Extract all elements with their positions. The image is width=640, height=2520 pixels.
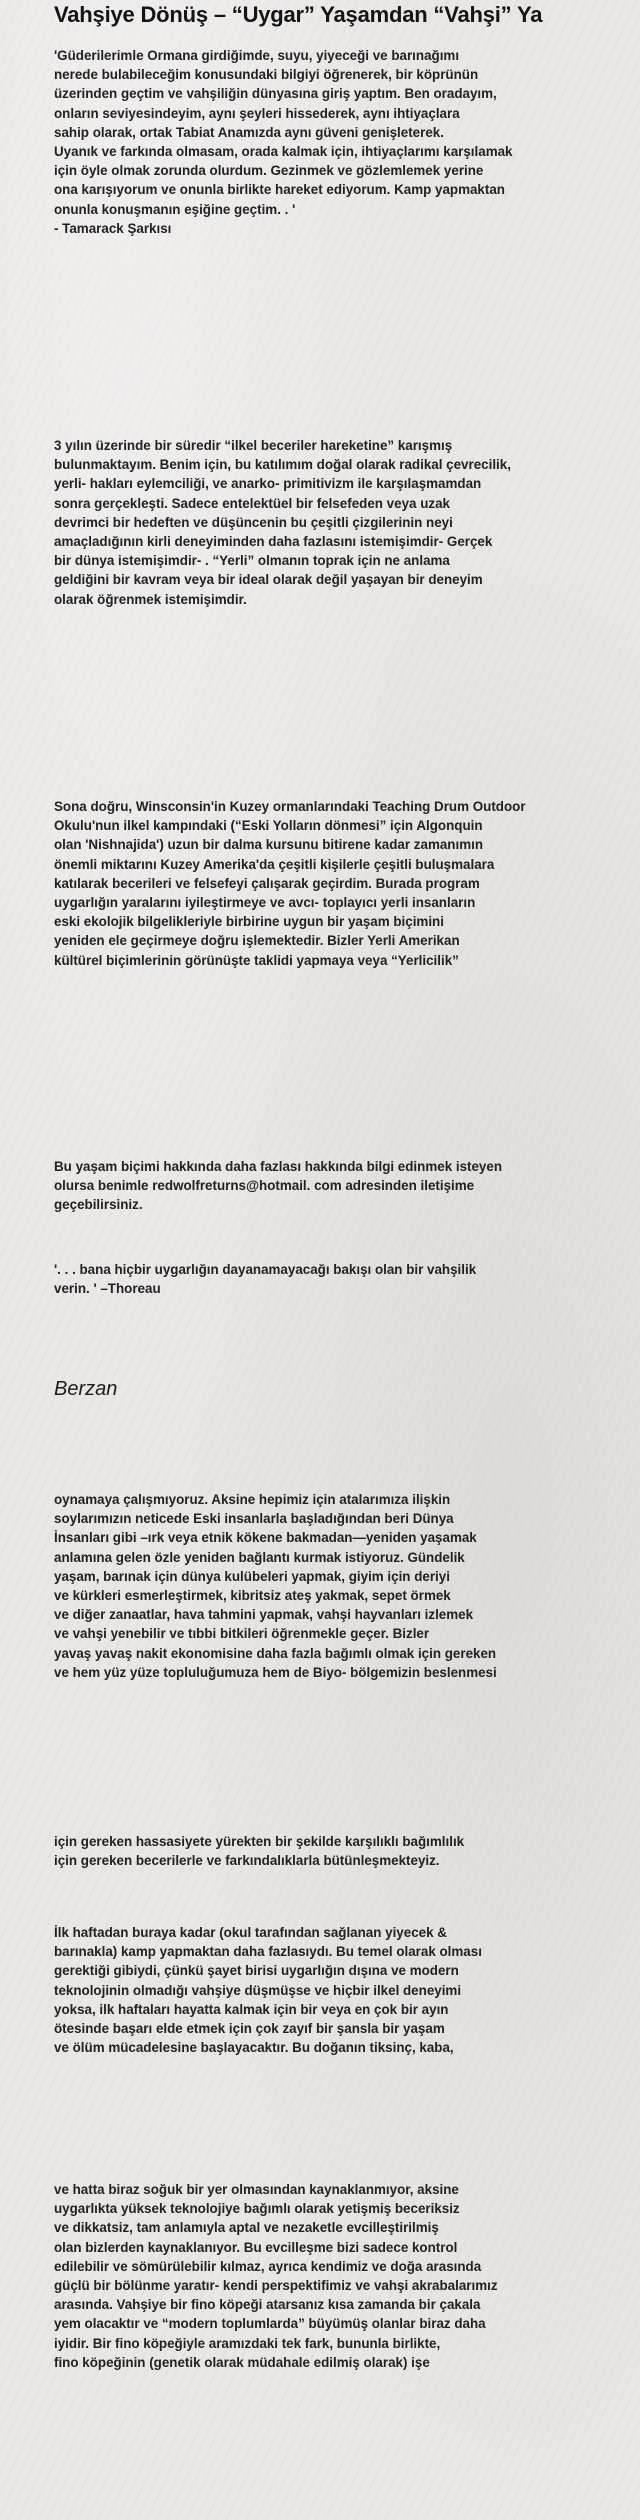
intro-quote	[54, 46, 634, 238]
text-line: ve kürkleri esmerleştirmek, kibritsiz ateş yakmak, sepet örmek	[54, 1588, 451, 1604]
text-line: bir dünya istemişimdir- . “Yerli” olmanın toprak için ne anlama	[54, 553, 450, 569]
text-line: olan 'Nishnajida') uzun bir dalma kursunu bitirene kadar zamanımın	[54, 837, 483, 853]
paragraph-contact	[54, 1157, 634, 1215]
text-line: ve diğer zanaatlar, hava tahmini yapmak, vahşi hayvanları izlemek	[54, 1607, 474, 1623]
text-line: ve dikkatsiz, tam anlamıyla aptal ve nezaketle evcilleştirilmiş	[54, 2220, 439, 2236]
text-line: olan bizlerden kaynaklanıyor. Bu evcilleşme bizi sadece kontrol	[54, 2239, 458, 2255]
text-line: Okulu'nun ilkel kampındaki (“Eski Yolların dönmesi” için Algonquin	[54, 818, 483, 834]
text-line: oynamaya çalışmıyoruz. Aksine hepimiz için atalarımıza ilişkin	[54, 1492, 451, 1507]
text-line: Sona doğru, Winsconsin'in Kuzey ormanlarındaki Teaching Drum Outdoor	[54, 799, 526, 814]
text-line: yaşam, barınak için dünya kulübeleri yapmak, giyim için deriyi	[54, 1568, 450, 1584]
text-line: geçebilirsiniz.	[54, 1197, 143, 1213]
article-title: Vahşiye Dönüş – “Uygar” Yaşamdan “Vahşi” Ya	[54, 2, 543, 27]
text-line: ve hatta biraz soğuk bir yer olmasından kaynaklanmıyor, aksine	[54, 2182, 459, 2197]
text-line: 'Güderilerimle Ormana girdiğimde, suyu, yiyeceği ve barınağımı	[54, 48, 460, 63]
text-line: bulunmaktayım. Benim için, bu katılımım doğal olarak radikal çevrecilik,	[54, 457, 511, 473]
text-line: sahip olarak, ortak Tabiat Anamızda aynı güveni genişleterek.	[54, 124, 444, 140]
text-line: güçlü bir bölünme yaratır- kendi perspektifimiz ve vahşi akrabalarımız	[54, 2278, 498, 2294]
paragraph-3-years	[54, 436, 634, 609]
text-line: sonra gerçekleşti. Sadece entelektüel bir felsefeden veya uzak	[54, 495, 450, 511]
paragraph-cold-place	[54, 2180, 634, 2372]
text-line: yavaş yavaş nakit ekonomisine daha fazla bağımlı olmak için gereken	[54, 1645, 497, 1661]
text-line: devrimci bir hedeften ve düşüncenin bu çeşitli çizgilerinin neyi	[54, 514, 453, 530]
text-line: geldiğini bir kavram veya bir ideal olarak değil yaşayan bir deneyim	[54, 572, 483, 588]
text-line: İnsanları gibi –ırk veya etnik kökene bakmadan—yeniden yaşamak	[54, 1530, 477, 1546]
text-line: için öyle olmak zorunda olurdum. Gezinmek ve gözlemlemek yerine	[54, 163, 484, 179]
paragraph-wisconsin	[54, 797, 634, 970]
text-line: iyidir. Bir fino köpeğiyle aramızdaki tek fark, bununla birlikte,	[54, 2335, 441, 2351]
text-line: için gereken hassasiyete yürekten bir şekilde karşılıklı bağımlılık	[54, 1834, 465, 1849]
text-line: onunla konuşmanın eşiğine geçtim. . '	[54, 201, 296, 217]
text-line: gerektiği gibiydi, çünkü şayet birisi uygarlığın dışına ve modern	[54, 1963, 459, 1979]
text-line: uygarlıkta yüksek teknolojiye bağımlı olarak yetişmiş beceriksiz	[54, 2201, 460, 2217]
text-line: olursa benimle redwolfreturns@hotmail. com adresinden iletişime	[54, 1178, 475, 1194]
text-line: ona karışıyorum ve onunla birlikte hareket ediyorum. Kamp yapmaktan	[54, 182, 505, 198]
text-line: anlamına gelen özle yeniden bağlantı kurmak istiyoruz. Gündelik	[54, 1549, 465, 1565]
text-line: olarak öğrenmek istemişimdir.	[54, 591, 247, 607]
text-line: ve hem yüz yüze topluluğumuza hem de Biyo- bölgemizin beslenmesi	[54, 1664, 497, 1680]
paragraph-ancestors	[54, 1490, 634, 1682]
text-line: - Tamarack Şarkısı	[54, 220, 172, 236]
text-line: edilebilir ve sömürülebilir kılmaz, ayrıca kendimiz ve doğa arasında	[54, 2258, 482, 2274]
text-line: ötesinde başarı elde etmek için çok zayıf bir şansla bir yaşam	[54, 2021, 445, 2037]
text-line: için gereken becerilerle ve farkındalıklarla bütünleşmekteyiz.	[54, 1853, 440, 1869]
author-signature: Berzan	[54, 1378, 118, 1400]
text-line: barınakla) kamp yapmaktan daha fazlasıydı. Bu temel olarak olması	[54, 1944, 482, 1960]
text-line: İlk haftadan buraya kadar (okul tarafından sağlanan yiyecek &	[54, 1925, 447, 1940]
text-line: Bu yaşam biçimi hakkında daha fazlası hakkında bilgi edinmek isteyen	[54, 1159, 503, 1174]
text-line: üzerinden geçtim ve vahşiliğin dünyasına giriş yaptım. Ben oradayım,	[54, 86, 497, 102]
text-line: yeniden ele geçirmeye doğru işlemektedir. Bizler Yerli Amerikan	[54, 933, 460, 949]
text-line: arasında. Vahşiye bir fino köpeği atarsanız kısa zamanda bir çakala	[54, 2297, 481, 2313]
paragraph-first-weeks	[54, 1923, 634, 2057]
text-line: ve ölüm mücadelesine başlayacaktır. Bu doğanın tiksinç, kaba,	[54, 2040, 454, 2056]
text-line: yoksa, ilk haftaları hayatta kalmak için bir veya en çok bir ayın	[54, 2001, 449, 2017]
text-line: kültürel biçimlerinin görünüşte taklidi yapmaya veya “Yerlicilik”	[54, 952, 459, 968]
thoreau-quote	[54, 1260, 634, 1298]
text-line: nerede bulabileceğim konusundaki bilgiyi öğrenerek, bir köprünün	[54, 67, 479, 83]
text-line: soylarımızın neticede Eski insanlarla başladığından beri Dünya	[54, 1511, 454, 1527]
text-line: Uyanık ve farkında olmasam, orada kalmak için, ihtiyaçlarımı karşılamak	[54, 144, 513, 160]
text-line: önemli miktarını Kuzey Amerika'da çeşitli kişilerle çeşitli buluşmalara	[54, 856, 495, 872]
text-line: eski ekolojik bilgelikleriyle birbirine uygun bir yaşam biçimini	[54, 914, 444, 930]
text-line: amaçladığının kirli deneyiminden daha fazlasını istemişimdir- Gerçek	[54, 534, 493, 550]
text-line: katılarak becerileri ve felsefeyi çalışarak geçirdim. Burada program	[54, 875, 480, 891]
text-line: yem olacaktır ve “modern toplumlarda” büyümüş olanlar biraz daha	[54, 2316, 486, 2332]
text-line: ve vahşi yenebilir ve tıbbi bitkileri öğrenmekle geçer. Bizler	[54, 1626, 430, 1642]
text-line: onların seviyesindeyim, aynı şeyleri hissederek, aynı ihtiyaçlara	[54, 105, 460, 121]
text-line: '. . . bana hiçbir uygarlığın dayanamayacağı bakışı olan bir vahşilik	[54, 1262, 477, 1277]
text-line: yerli- hakları eylemciliği, ve anarko- primitivizm ile karşılaşmamdan	[54, 476, 482, 492]
paragraph-sensitivity	[54, 1832, 634, 1870]
text-line: fino köpeğinin (genetik olarak müdahale edilmiş olarak) işe	[54, 2354, 430, 2370]
text-line: uygarlığın yaralarını iyileştirmeye ve avcı- toplayıcı yerli insanların	[54, 895, 476, 911]
text-line: teknolojinin olmadığı vahşiye düşmüşse ve hiçbir ilkel deneyimi	[54, 1982, 462, 1998]
text-line: 3 yılın üzerinde bir süredir “ilkel beceriler hareketine” karışmış	[54, 438, 453, 453]
text-line: verin. ' –Thoreau	[54, 1281, 161, 1297]
